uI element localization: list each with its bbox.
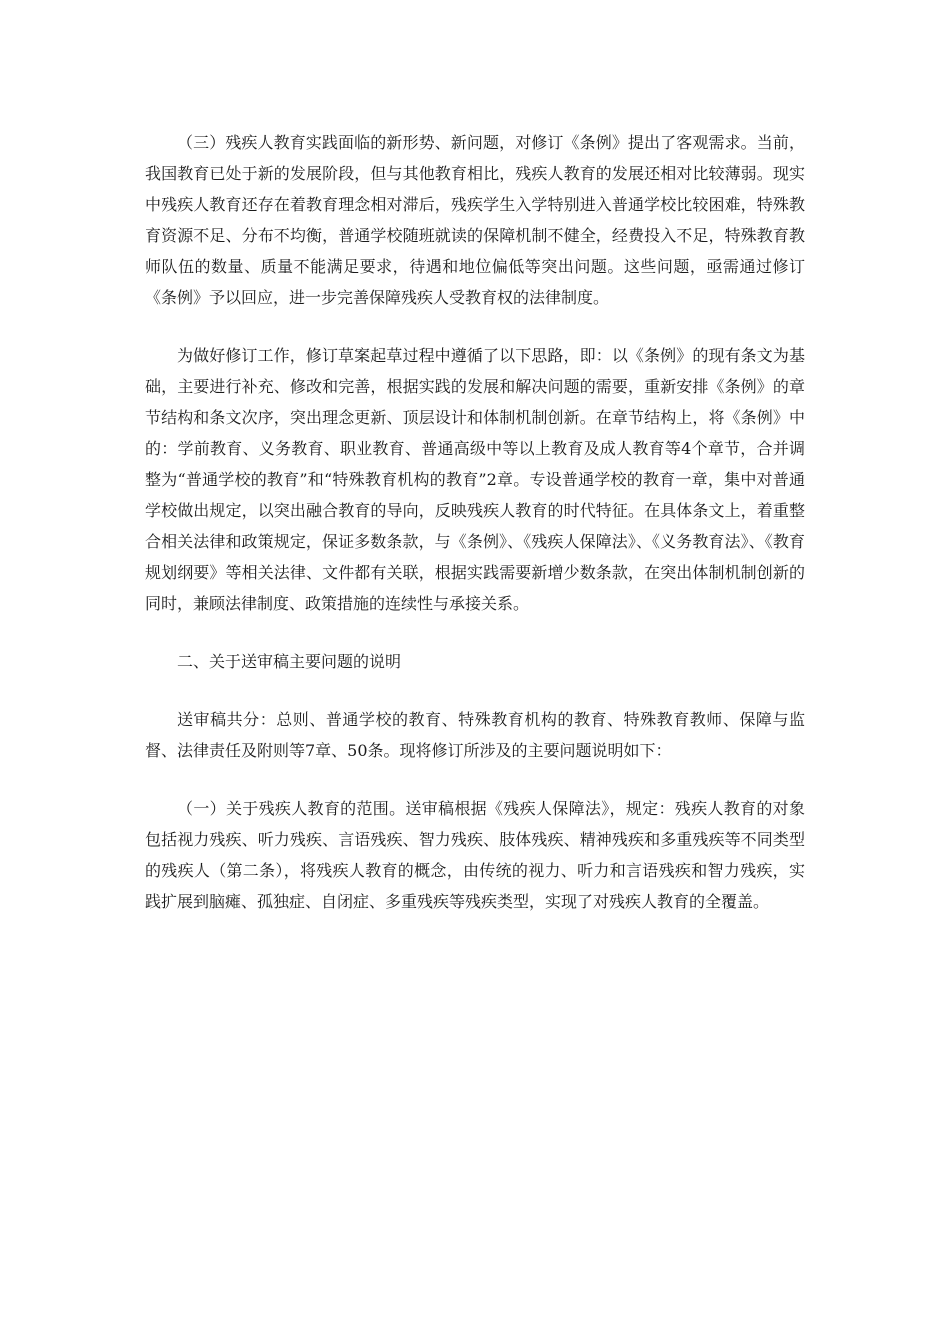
paragraph-education-scope: （一）关于残疾人教育的范围。送审稿根据《残疾人保障法》，规定：残疾人教育的对象包括视力残疾、听力残疾、言语残疾、智力残疾、肢体残疾、精神残疾和多重残疾等不同类型的残疾人（第二条），将残疾人教育的概念，由传统的视力、听力和言语残疾和智力残疾，实践扩展到脑瘫、孤独症、自闭症、多重残疾等残疾类型，实现了对残疾人教育的全覆盖。 xyxy=(145,799,805,911)
section-heading: 二、关于送审稿主要问题的说明 xyxy=(177,652,402,671)
paragraph-current-situation: （三）残疾人教育实践面临的新形势、新问题，对修订《条例》提出了客观需求。当前，我国教育已处于新的发展阶段，但与其他教育相比，残疾人教育的发展还相对比较薄弱。现实中残疾人教育还存在着教育理念相对滞后，残疾学生入学特别进入普通学校比较困难，特殊教育资源不足、分布不均衡，普通学校随班就读的保障机制不健全，经费投入不足，特殊教育教师队伍的数量、质量不能满足要求，待遇和地位偏低等突出问题。这些问题，亟需通过修订《条例》予以回应，进一步完善保障残疾人受教育权的法律制度。 xyxy=(145,133,805,307)
paragraph-draft-structure: 送审稿共分：总则、普通学校的教育、特殊教育机构的教育、特殊教育教师、保障与监督、法律责任及附则等7章、50条。现将修订所涉及的主要问题说明如下： xyxy=(145,710,805,760)
document-body xyxy=(145,127,805,944)
paragraph-revision-approach: 为做好修订工作，修订草案起草过程中遵循了以下思路，即：以《条例》的现有条文为基础，主要进行补充、修改和完善，根据实践的发展和解决问题的需要，重新安排《条例》的章节结构和条文次序，突出理念更新、顶层设计和体制机制创新。在章节结构上，将《条例》中的：学前教育、义务教育、职业教育、普通高级中等以上教育及成人教育等4个章节，合并调整为“普通学校的教育”和“特殊教育机构的教育”2章。专设普通学校的教育一章，集中对普通学校做出规定，以突出融合教育的导向，反映残疾人教育的时代特征。在具体条文上，着重整合相关法律和政策规定，保证多数条款，与《条例》、《残疾人保障法》、《义务教育法》、《教育规划纲要》等相关法律、文件都有关联，根据实践需要新增少数条款，在突出体制机制创新的同时，兼顾法律制度、政策措施的连续性与承接关系。 xyxy=(145,346,805,613)
